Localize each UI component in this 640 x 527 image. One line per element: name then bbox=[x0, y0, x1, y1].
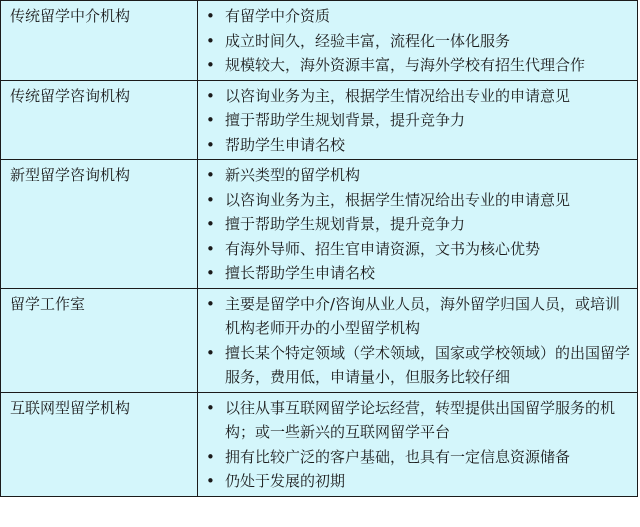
list-item bbox=[206, 4, 633, 29]
list-item bbox=[206, 84, 633, 109]
agency-type-cell: 互联网型留学机构 bbox=[1, 392, 198, 496]
bullet-icon: • bbox=[206, 398, 215, 417]
list-item bbox=[206, 163, 633, 188]
list-item bbox=[206, 261, 633, 286]
bullet-icon: • bbox=[206, 215, 215, 233]
table-body bbox=[1, 1, 638, 497]
bullet-icon: • bbox=[206, 190, 215, 209]
table-row bbox=[1, 80, 638, 160]
feature-list bbox=[206, 396, 633, 494]
agency-type-cell: 留学工作室 bbox=[1, 288, 198, 392]
table-row bbox=[1, 392, 638, 496]
list-item bbox=[206, 53, 633, 78]
bullet-icon: • bbox=[206, 472, 215, 490]
feature-list bbox=[206, 84, 633, 158]
bullet-icon: • bbox=[206, 166, 215, 184]
feature-list bbox=[206, 163, 633, 286]
bullet-icon: • bbox=[206, 447, 215, 466]
list-item bbox=[206, 188, 633, 213]
list-item bbox=[206, 29, 633, 54]
agency-features-cell bbox=[198, 392, 638, 496]
list-item bbox=[206, 445, 633, 470]
agency-type-cell: 传统留学中介机构 bbox=[1, 1, 198, 81]
list-item bbox=[206, 396, 633, 445]
feature-list bbox=[206, 4, 633, 78]
agency-features-cell bbox=[198, 80, 638, 160]
list-item bbox=[206, 133, 633, 158]
feature-text: 擅于帮助学生规划背景，提升竞争力 bbox=[225, 111, 466, 129]
bullet-icon: • bbox=[206, 56, 215, 74]
feature-text: 拥有比较广泛的客户基础，也具有一定信息资源储备 bbox=[225, 447, 571, 466]
table-row bbox=[1, 288, 638, 392]
list-item bbox=[206, 341, 633, 390]
feature-text: 有留学中介资质 bbox=[225, 7, 331, 25]
agency-features-cell bbox=[198, 288, 638, 392]
feature-text: 擅长某个特定领域（学术领域，国家或学校领域）的出国留学服务，费用低，申请量小，但服务比较仔细 bbox=[225, 343, 631, 386]
feature-text: 以咨询业务为主，根据学生情况给出专业的申请意见 bbox=[225, 190, 571, 209]
feature-text: 规模较大，海外资源丰富，与海外学校有招生代理合作 bbox=[225, 56, 586, 74]
bullet-icon: • bbox=[206, 294, 215, 313]
bullet-icon: • bbox=[206, 7, 215, 25]
bullet-icon: • bbox=[206, 239, 215, 258]
feature-text: 擅长帮助学生申请名校 bbox=[225, 264, 376, 282]
list-item bbox=[206, 292, 633, 341]
agency-features-cell bbox=[198, 160, 638, 289]
bullet-icon: • bbox=[206, 264, 215, 282]
feature-list bbox=[206, 292, 633, 390]
feature-text: 仍处于发展的初期 bbox=[225, 472, 346, 490]
bullet-icon: • bbox=[206, 135, 215, 154]
list-item bbox=[206, 212, 633, 237]
table-row bbox=[1, 160, 638, 289]
bullet-icon: • bbox=[206, 343, 215, 362]
bullet-icon: • bbox=[206, 86, 215, 105]
feature-text: 主要是留学中介/咨询从业人员，海外留学归国人员，或培训机构老师开办的小型留学机构 bbox=[225, 294, 621, 337]
feature-text: 以咨询业务为主，根据学生情况给出专业的申请意见 bbox=[225, 86, 571, 105]
bullet-icon: • bbox=[206, 111, 215, 129]
feature-text: 以往从事互联网留学论坛经营，转型提供出国留学服务的机构；或一些新兴的互联网留学平台 bbox=[225, 398, 616, 441]
feature-text: 新兴类型的留学机构 bbox=[225, 166, 361, 184]
list-item bbox=[206, 108, 633, 133]
feature-text: 帮助学生申请名校 bbox=[225, 135, 346, 154]
list-item bbox=[206, 469, 633, 494]
agency-type-cell: 新型留学咨询机构 bbox=[1, 160, 198, 289]
list-item bbox=[206, 237, 633, 262]
feature-text: 擅于帮助学生规划背景，提升竞争力 bbox=[225, 215, 466, 233]
table-row bbox=[1, 1, 638, 81]
bullet-icon: • bbox=[206, 31, 215, 50]
feature-text: 有海外导师、招生官申请资源，文书为核心优势 bbox=[225, 239, 541, 258]
agency-features-cell bbox=[198, 1, 638, 81]
agency-type-cell: 传统留学咨询机构 bbox=[1, 80, 198, 160]
feature-text: 成立时间久，经验丰富，流程化一体化服务 bbox=[225, 31, 511, 50]
